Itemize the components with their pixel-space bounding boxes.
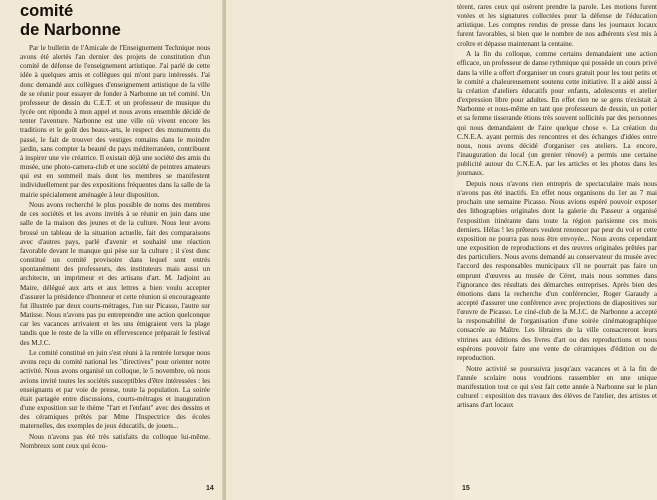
- page-number-left: 14: [206, 485, 214, 492]
- title-line: comité: [20, 2, 74, 20]
- paragraph: tèrent, rares ceux qui osèrent prendre la parole. Les motions furent votées et les signatures collectées pour la défense de l'éducation artistique. Les comptes rendus de presse dans les journaux locaux furent favorables, si bien que le nombre de nos adhérents s'est mis à croître et dépasse maintenant la centaine.: [457, 3, 657, 48]
- page-number-right: 15: [462, 485, 470, 492]
- article-title: [20, 2, 121, 40]
- left-page: [0, 0, 224, 500]
- paragraph: Nous n'avons pas été très satisfaits du colloque lui-même. Nombreux sont ceux qui écou-: [20, 433, 210, 451]
- paragraph: Notre activité se poursuivra jusqu'aux vacances et à la fin de l'année scolaire nous voudrions rassembler en une unique manifestation tout ce qui s'est fait cette année à Narbonne sur le plan culturel : exposition des travaux des élèves de l'atelier, des artistes et artisans d'art locaux: [457, 364, 657, 410]
- paragraph: Depuis nous n'avons rien entrepris de spectaculaire mais nous n'avons pas été inactifs. En effet nous organisons du 1er au 7 mai prochain une semaine Picasso. Nous avions espéré pouvoir exposer des lithographies originales dont la galerie du Passeur a organisé l'exposition itinérante dans toute la région parisienne ces mois derniers. Hélas ! les prêteurs veulent renoncer par peur du vol et cette exposition ne pourra pas nous être envoyée... Nous avons cependant une exposition de reproductions et des œuvres originales prêtées par des particuliers. Nous avons demandé au conservateur du musée avec l'accord des responsables municipaux s'il ne pourrait pas faire un emprunt d'œuvres au musée de Céret, mais nous sommes dans l'ignorance des résultats des démarches entreprises. Après bien des émotions dans la recherche d'un conférencier, Roger Garaudy a accepté d'assurer une conférence avec projections de diapositives sur l'œuvre de Picasso. Le ciné-club de la M.J.C. de Narbonne a accepté la responsabilité de l'organisation d'une soirée cinématographique consacrée au Maître. Les libraires de la ville consacreront leurs vitrines aux éditions des livres d'art ou des reproductions et nous espérons pouvoir faire une vente de céramiques d'édition ou de reproduction.: [457, 179, 657, 362]
- paragraph: A la fin du colloque, comme certains demandaient une action efficace, un professeur de danse rythmique qui possède un cours privé dans la ville a offert d'organiser un cours gratuit pour les tout petits et le comité a chaleureusement soutenu cette initiative. Il a aidé aussi à la création d'ateliers éducatifs pour enfants, adolescents et atelier d'expression libre pour adultes. En effet rien ne se gens n'existait à Narbonne et nous-même en tant que professeurs de dessin, un potier et sa femme tisserande étions très souvent sollicités par des personnes qui nous demandaient de l'aire quelque chose ». La création du C.N.E.A. ayant permis des rencontres et des échanges d'idées entre nous, nous avons décidé d'organiser ces ateliers. La encore, l'inauguration du local (un grenier rénové) a permis une certaine publicité autour du C.N.E.A. par les articles et les photos dans les journaux.: [457, 50, 657, 178]
- paragraph: Le comité constitué en juin s'est réuni à la rentrée lorsque nous avons reçu du comité national les "directives" pour orienter notre activité. Nous avons organisé un colloque, le 5 novembre, où nous avions invité toutes les sociétés susceptibles d'être intéressées : les enseignants et par voie de presse, toute la population. La soirée était partagée entre discussions, courts-métrages et inauguration d'une exposition sur le thème "l'art et l'enfant" avec des dessins et des céramiques prêtés par Mme l'Inspectrice des écoles maternelles, des exemples de jeux éducatifs, de jouets...: [20, 349, 210, 431]
- left-text-column: [20, 44, 210, 492]
- paragraph: Nous avons recherché le plus possible de noms des membres de ces sociétés et les avons invités à se réunir en juin dans une salle de la maison des jeunes et de la culture. Nous leur avons brossé un tableau de la situation actuelle, fait des comparaisons avec d'autres pays, parlé d'avenir et souhaité une réaction favorable devant le manque qui pèse sur la culture ; il s'est donc constitué un comité provisoire dans lequel sont entrés spontanément des professeurs, des instituteurs mais aussi un architecte, un imprimeur et des artisans d'art. M. Jadjoint au Maire, délégué aux arts et aux lettres a bien voulu accepter d'assurer la présidence d'honneur et cette réunion si encourageante fut illustrée par deux courts-métrages, l'un sur Picasso, l'autre sur Matisse. Nous n'avons pas pu entreprendre une action quelconque car les vacances arrivaient et les uns émigraient vers la plage tandis que le reste de la ville en effervescence préparait le festival des M.J.C.: [20, 201, 210, 347]
- title-line: de Narbonne: [20, 21, 121, 39]
- right-text-column: [457, 3, 657, 492]
- right-page: [226, 0, 657, 500]
- paragraph: Par le bulletin de l'Amicale de l'Enseignement Technique nous avons été alertés l'an dernier des projets de constitution d'un comité de défense de l'enseignement artistique. J'ai parlé de cette idée à quelques amis et collègues qui m'ont paru intéressés. J'ai donc demandé aux collègues d'enseignement artistique de la ville de se réunir pour essayer de fonder à Narbonne un tel comité. Un professeur de dessin du C.E.T. et un professeur de musique du lycée ont répondu à mon appel et nous avons ensemble décidé de tenter l'aventure. Narbonne est une ville où vivent encore les traditions et le goût des beaux-arts, le respect des monuments du passé, le fait de trouver des vestiges romains dans le moindre jardin, sans compter la beauté du pays méditerranéen, contribuent à inspirer une vie créatrice. Il existait déjà une société des amis du musée, une photo-camera-club et une société de peintres amateurs qui est en sommeil mais dont les membres se manifestent individuellement par des expositions fréquentes dans la salle de la mairie spécialement aménagée à leur disposition.: [20, 44, 210, 199]
